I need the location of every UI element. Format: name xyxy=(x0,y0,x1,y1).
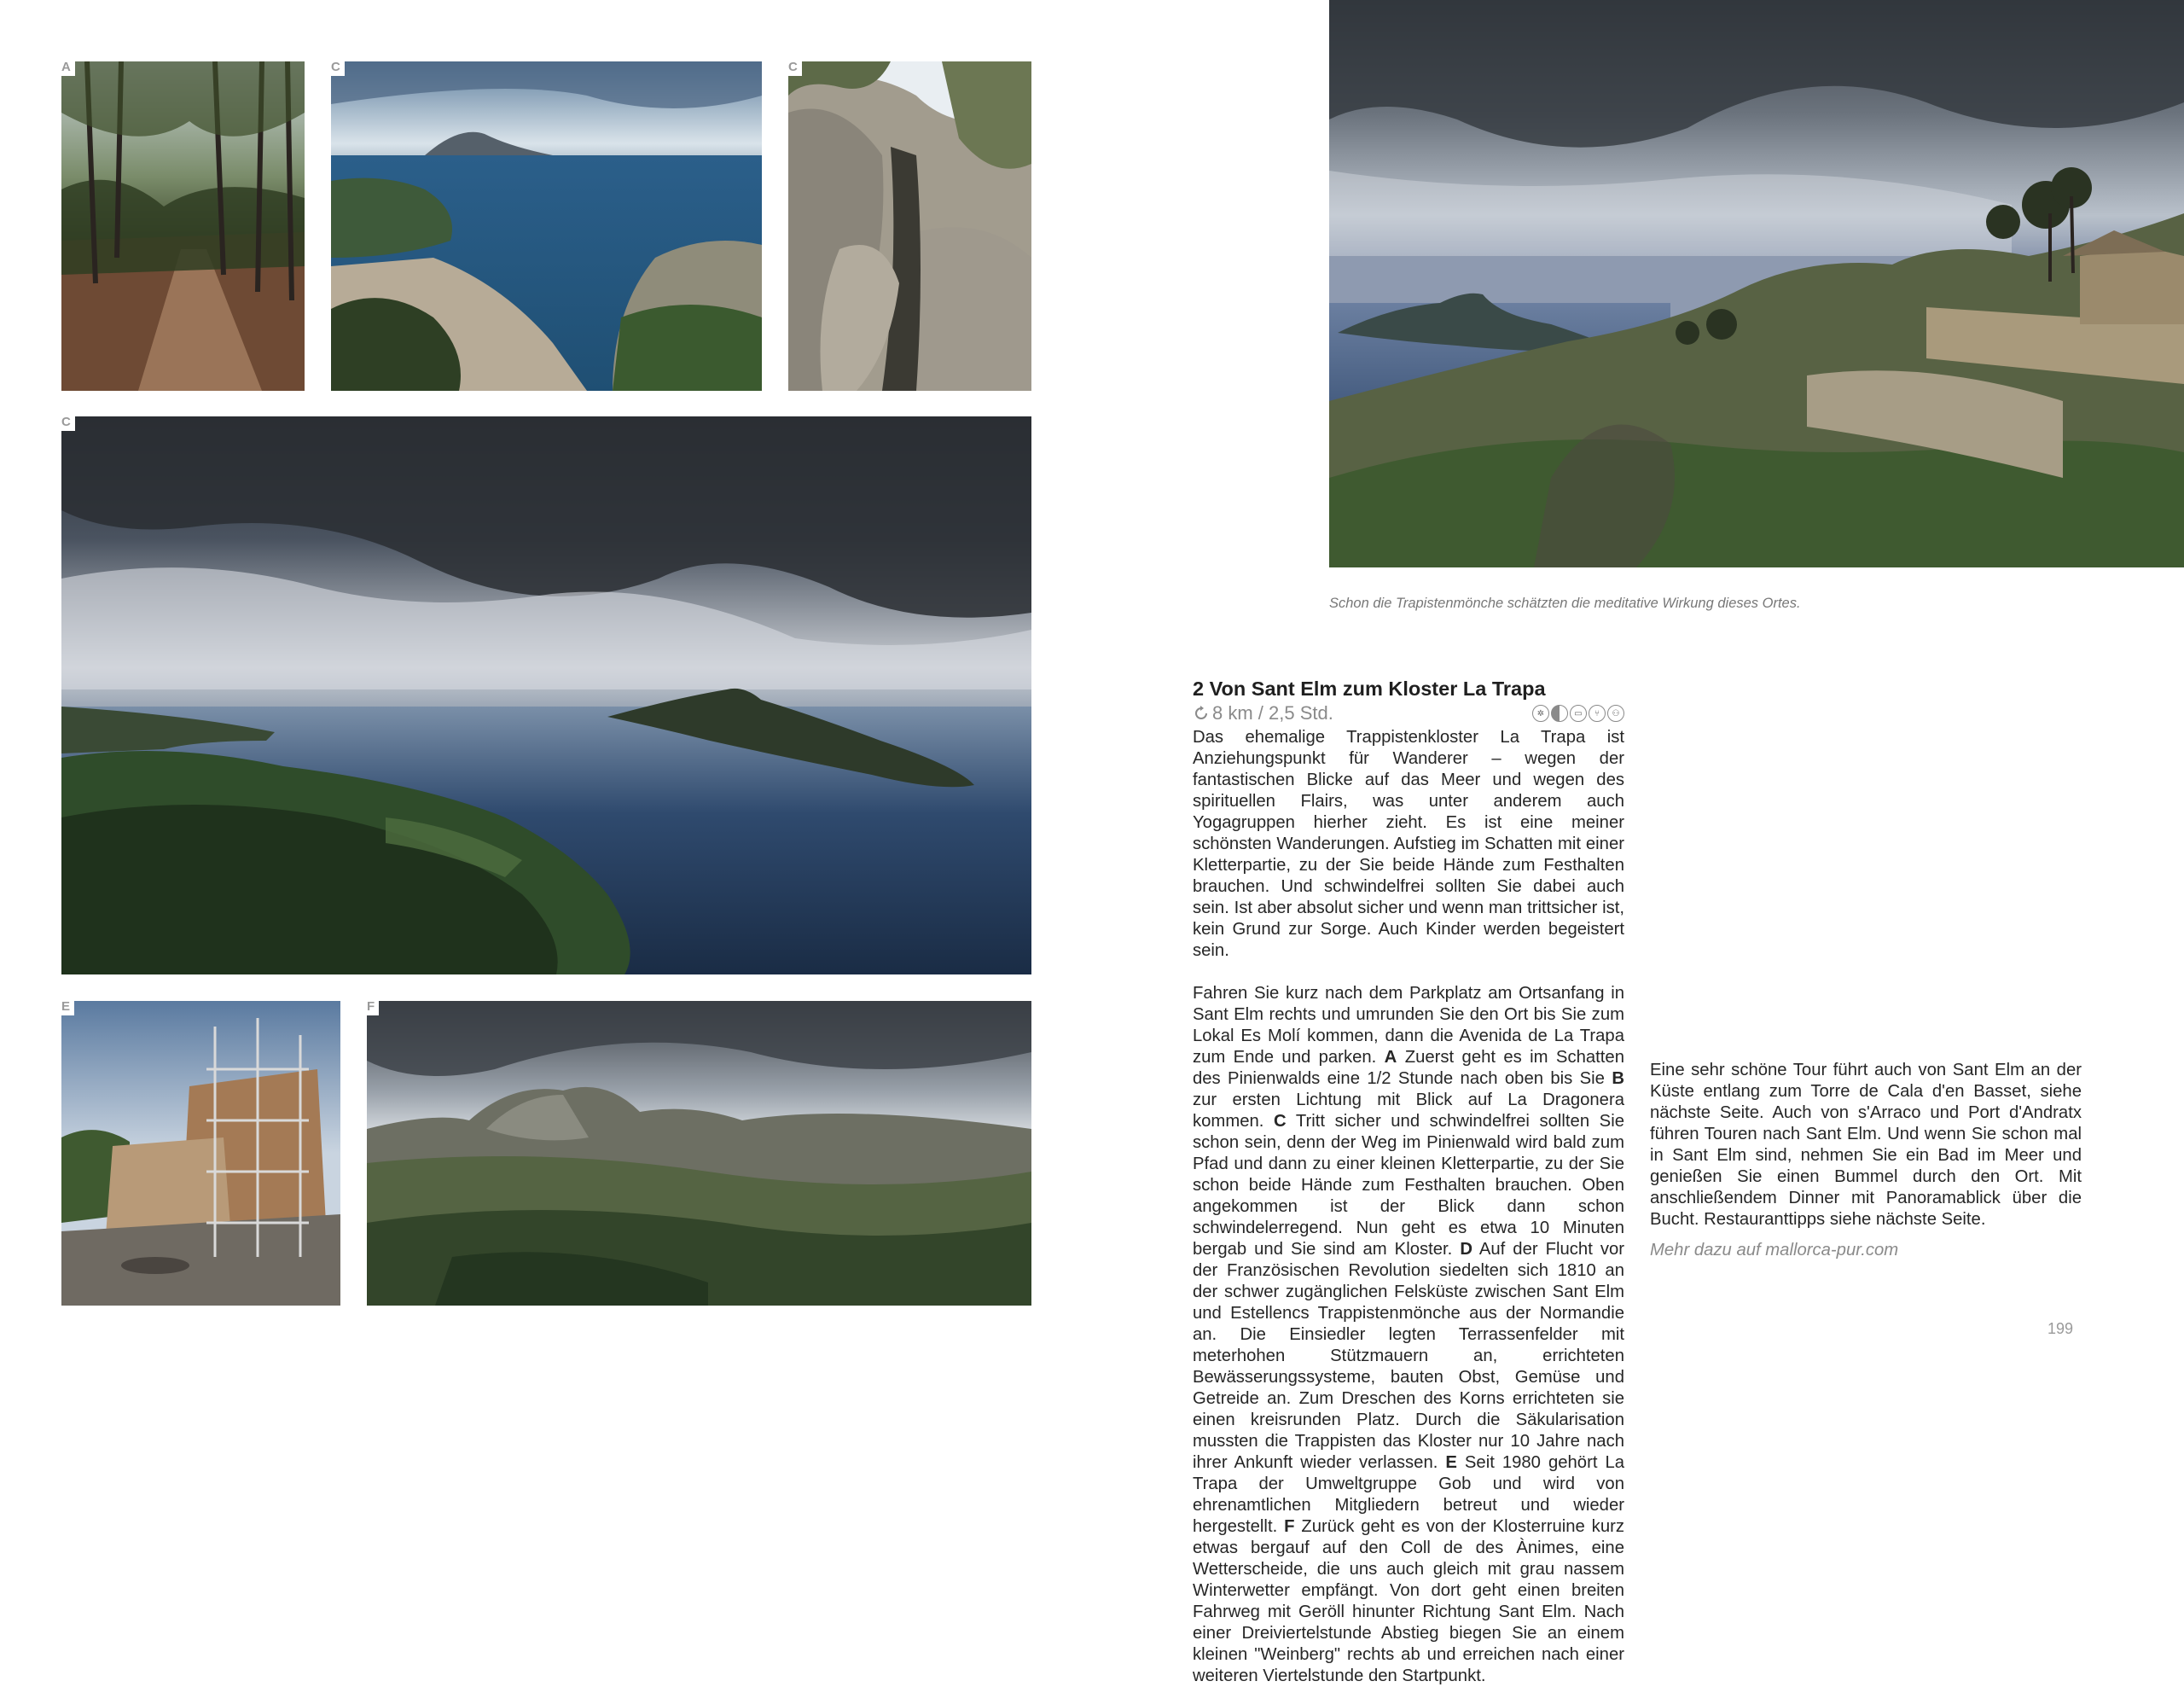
route-text-5: Auf der Flucht vor der Französischen Revolution siedelten sich 1810 an der schwer zugänglichen Felsküste zwischen Sant Elm und Estellencs Trappistenmönche aus der Normandie an. Die Einsiedler legten Terrassenfelder mit meterhohen Stützmauern an, errichteten Bewässerungssysteme, bauten Obst, Gemüse und Getreide an. Zum Dreschen des Korns errichteten sie einen kreisrunden Platz. Durch die Säkularisation mussten die Trappisten das Kloster nur 10 Jahre nach ihrer Ankunft wieder verlassen. xyxy=(1193,1240,1625,1472)
route-marker-d: D xyxy=(1460,1240,1472,1259)
photo-label-c1: C xyxy=(331,60,345,76)
tour-distance: 8 km / 2,5 Std. xyxy=(1212,702,1333,724)
route-marker-c: C xyxy=(1273,1112,1287,1131)
photo-c-sea-view xyxy=(331,61,762,391)
photo-a-forest-path xyxy=(61,61,305,391)
tour-meta xyxy=(1193,701,1624,725)
page-number: 199 xyxy=(2048,1320,2074,1337)
photo-caption: Schon die Trapistenmönche schätzten die meditative Wirkung dieses Ortes. xyxy=(1329,596,1801,611)
photo-c-panorama xyxy=(61,416,1031,974)
paragraph-intro: Das ehemalige Trappistenkloster La Trapa ist Anziehungspunkt für Wanderer – wegen der fantastischen Blicke auf das Meer und wegen des spirituellen Flairs, was unter anderem auch Yogagruppen hierher zieht. Es ist eine meiner schönsten Wanderungen. Aufstieg im Schatten mit einer Kletterpartie, zu der Sie beide Hände zum Festhalten brauchen. Und schwindelfrei sollten Sie dabei auch sein. Ist aber absolut sicher und wenn man trittsicher ist, kein Grund zur Sorge. Auch Kinder werden begeistert sein. xyxy=(1193,728,1624,960)
sun-icon: ✲ xyxy=(1532,705,1549,722)
route-text-2: Zuerst geht es im Schatten des Pinienwalds eine 1/2 Stunde nach oben bis Sie xyxy=(1193,1048,1624,1088)
photo-label-c2: C xyxy=(788,60,802,76)
route-text-4: Tritt sicher und schwindelfrei sollten Sie schon sein, denn der Weg im Pinienwald wird bald zum Pfad und dann zu einer kleinen Kletterpartie, zu der Sie schon beide Hände zum Festhalten brauchen. Oben angekommen ist der Blick dann schon schwindelerregend. Nun geht es etwa 10 Minuten bergab und Sie sind am Kloster. xyxy=(1193,1112,1624,1259)
route-marker-f: F xyxy=(1284,1517,1295,1536)
paragraph-further-tours: Eine sehr schöne Tour führt auch von Sant Elm an der Küste entlang zum Torre de Cala d'en Basset, siehe nächste Seite. Auch von s'Arraco und Port d'Andratx führen Touren nach Sant Elm. Und wenn Sie schon mal in Sant Elm sind, nehmen Sie ein Bad im Meer und genießen Sie einen Bummel durch den Ort. Mit anschließendem Dinner mit Panoramablick über die Bucht. Restauranttipps siehe nächste Seite. xyxy=(1650,1061,2082,1229)
route-text-7: Zurück geht es von der Klosterruine kurz etwas bergauf auf den Coll de des Ànimes, eine Wetterscheide, die uns auch gleich mit grau nassem Winterwetter empfängt. Von dort geht einen breiten Fahrweg mit Geröll hinunter Richtung Sant Elm. Nach einer Dreiviertelstunde Abstieg biegen Sie an einem kleinen "Weinberg" rechts ab und erreichen nach einer weiteren Viertelstunde den Startpunkt. xyxy=(1193,1517,1624,1685)
more-info-link[interactable]: Mehr dazu auf mallorca-pur.com xyxy=(1650,1241,1899,1259)
photo-e-monastery xyxy=(61,1001,340,1306)
route-text-3: zur ersten Lichtung mit Blick auf La Dragonera kommen. xyxy=(1193,1091,1624,1131)
route-marker-a: A xyxy=(1384,1048,1397,1067)
route-marker-b: B xyxy=(1612,1069,1624,1088)
restaurant-icon: ⑂ xyxy=(1589,705,1606,722)
article-column-2 xyxy=(1650,676,2082,1261)
loop-icon xyxy=(1193,705,1210,722)
tour-rating-icons xyxy=(1531,705,1624,724)
article-column-1 xyxy=(1193,676,1624,1687)
family-icon: ⚇ xyxy=(1607,705,1624,722)
route-marker-e: E xyxy=(1445,1453,1457,1472)
route-text-6: Seit 1980 gehört La Trapa der Umweltgruppe Gob und wird von ehrenamtlichen Mitgliedern betreut und wieder hergestellt. xyxy=(1193,1453,1625,1536)
photo-label-f: F xyxy=(367,999,379,1015)
route-text-1: Fahren Sie kurz nach dem Parkplatz am Ortsanfang in Sant Elm rechts und umrunden Sie den Ort bis Sie zum Lokal Es Molí kommen, dann die Avenida de La Trapa zum Ende und parken. xyxy=(1193,984,1624,1067)
photo-label-c3: C xyxy=(61,415,75,431)
photo-label-e: E xyxy=(61,999,74,1015)
hat-icon: ▭ xyxy=(1570,705,1587,722)
article-title: 2 Von Sant Elm zum Kloster La Trapa xyxy=(1193,678,1546,700)
photo-label-a: A xyxy=(61,60,75,76)
paragraph-route xyxy=(1193,983,1624,1687)
photo-f-mountains xyxy=(367,1001,1031,1306)
photo-main-monastery xyxy=(1329,0,2184,567)
half-circle-icon xyxy=(1551,705,1568,722)
photo-c-rock-crevice xyxy=(788,61,1031,391)
